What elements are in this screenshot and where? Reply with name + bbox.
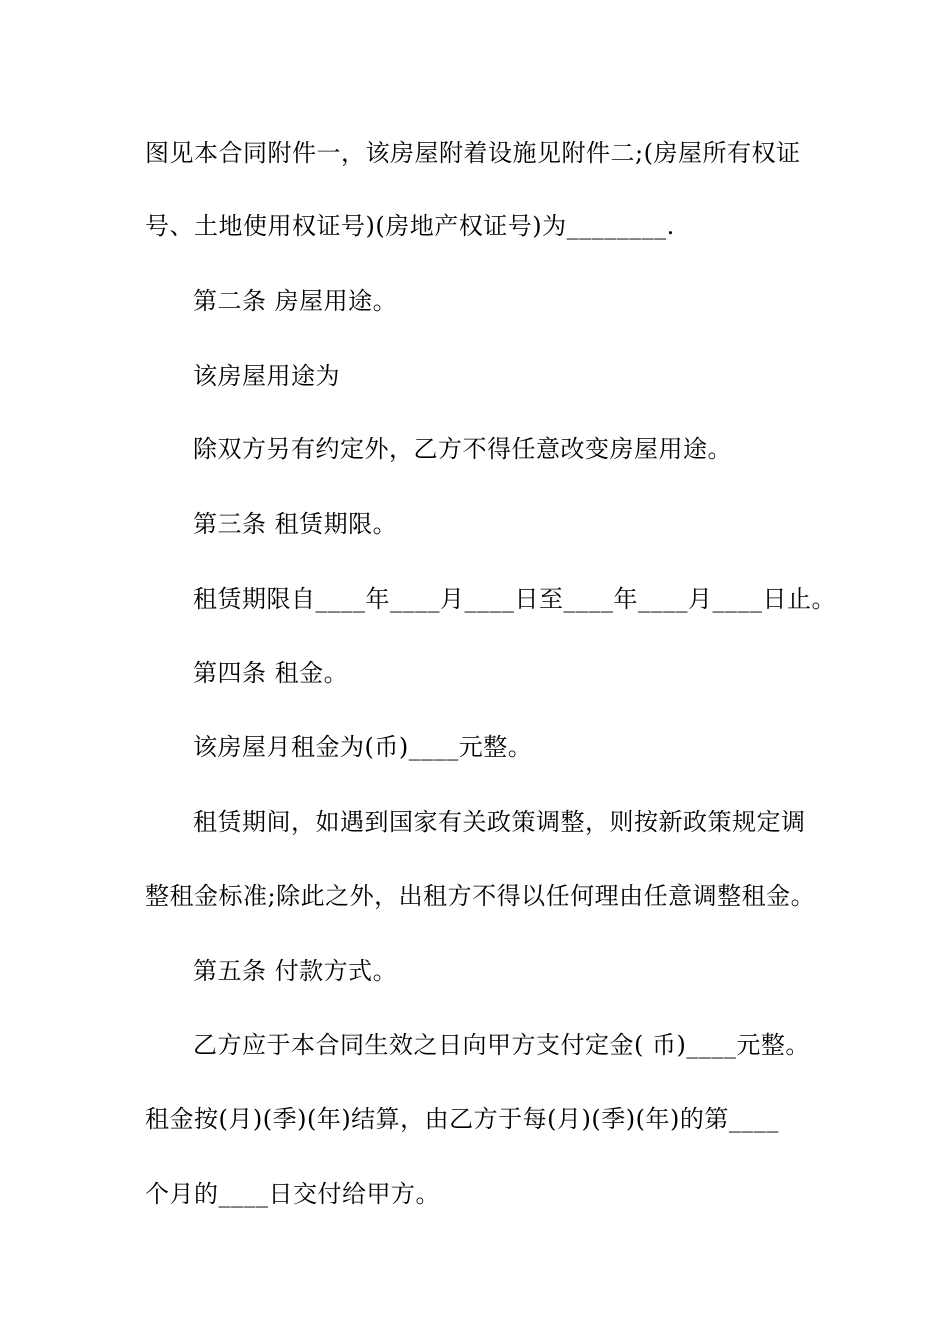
- article-heading: 第五条 付款方式。: [193, 957, 398, 985]
- paragraph-line: 整租金标准;除此之外，出租方不得以任何理由任意调整租金。: [145, 882, 816, 910]
- paragraph-line: 号、土地使用权证号)(房地产权证号)为________.: [145, 212, 675, 240]
- article-heading: 第二条 房屋用途。: [193, 287, 398, 315]
- article-heading: 第四条 租金。: [193, 659, 349, 687]
- paragraph-line: 租赁期间，如遇到国家有关政策调整，则按新政策规定调: [193, 808, 806, 836]
- paragraph-line: 该房屋用途为: [193, 362, 340, 390]
- paragraph-line: 个月的____日交付给甲方。: [145, 1180, 440, 1208]
- article-heading: 第三条 租赁期限。: [193, 510, 398, 538]
- paragraph-line: 租金按(月)(季)(年)结算，由乙方于每(月)(季)(年)的第____: [145, 1105, 779, 1133]
- paragraph-line: 租赁期限自____年____月____日至____年____月____日止。: [193, 585, 836, 613]
- paragraph-line: 图见本合同附件一，该房屋附着设施见附件二;(房屋所有权证: [145, 139, 801, 167]
- paragraph-line: 乙方应于本合同生效之日向甲方支付定金( 币)____元整。: [193, 1031, 810, 1059]
- paragraph-line: 除双方另有约定外，乙方不得任意改变房屋用途。: [193, 435, 732, 463]
- paragraph-line: 该房屋月租金为(币)____元整。: [193, 733, 533, 761]
